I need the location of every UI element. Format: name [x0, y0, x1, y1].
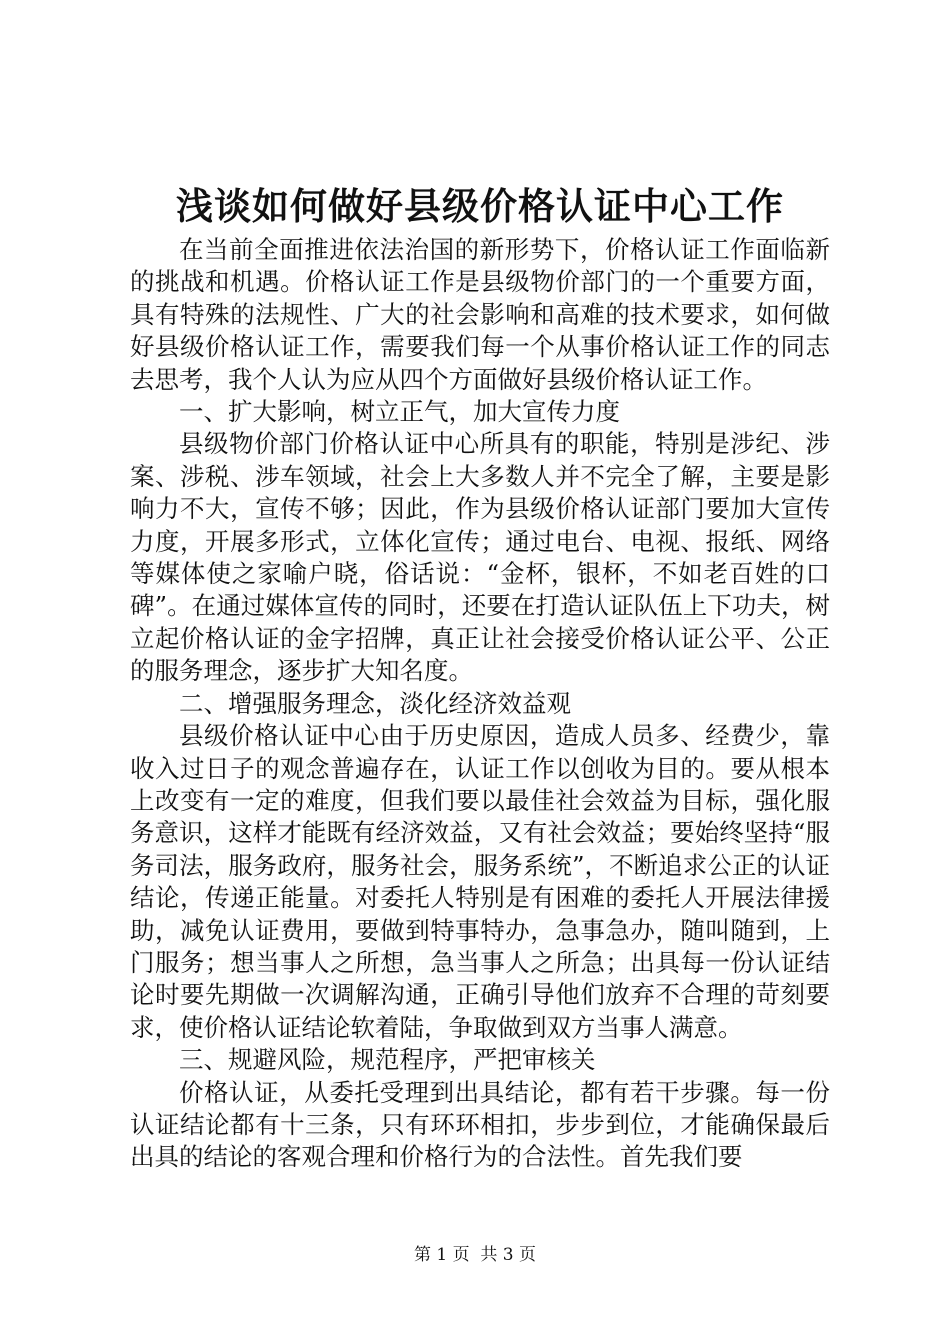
page-footer — [0, 1243, 950, 1267]
paragraph-section-1: 县级物价部门价格认证中心所具有的职能，特别是涉纪、涉案、涉税、涉车领域，社会上大多数人并不完全了解，主要是影响力不大，宣传不够；因此，作为县级价格认证部门要加大宣传力度，开展多形式，立体化宣传；通过电台、电视、报纸、网络等媒体使之家喻户晓，俗话说：“金杯，银杯，不如老百姓的口碑”。在通过媒体宣传的同时，还要在打造认证队伍上下功夫，树立起价格认证的金字招牌，真正让社会接受价格认证公平、公正的服务理念，逐步扩大知名度。 — [130, 429, 830, 686]
document-body — [130, 234, 830, 1174]
paragraph-section-3: 价格认证，从委托受理到出具结论，都有若干步骤。每一份认证结论都有十三条，只有环环相扣，步步到位，才能确保最后出具的结论的客观合理和价格行为的合法性。首先我们要 — [130, 1077, 830, 1172]
paragraph-section-2: 县级价格认证中心由于历史原因，造成人员多、经费少，靠收入过日子的观念普遍存在，认证工作以创收为目的。要从根本上改变有一定的难度，但我们要以最佳社会效益为目标，强化服务意识，这样才能既有经济效益，又有社会效益；要始终坚持“服务司法，服务政府，服务社会，服务系统”，不断追求公正的认证结论，传递正能量。对委托人特别是有困难的委托人开展法律援助，减免认证费用，要做到特事特办，急事急办，随叫随到，上门服务；想当事人之所想，急当事人之所急；出具每一份认证结论时要先期做一次调解沟通，正确引导他们放弃不合理的苛刻要求，使价格认证结论软着陆，争取做到双方当事人满意。 — [130, 721, 830, 1042]
section-heading-2: 二、增强服务理念，淡化经济效益观 — [179, 688, 571, 718]
section-heading-3: 三、规避风险，规范程序，严把审核关 — [179, 1045, 596, 1075]
document-title: 浅谈如何做好县级价格认证中心工作 — [176, 184, 784, 228]
page-number-label: 第 1 页 共 3 页 — [413, 1245, 537, 1265]
section-heading-1: 一、扩大影响，树立正气，加大宣传力度 — [179, 397, 620, 427]
paragraph-intro: 在当前全面推进依法治国的新形势下，价格认证工作面临新的挑战和机遇。价格认证工作是县级物价部门的一个重要方面，具有特殊的法规性、广大的社会影响和高难的技术要求，如何做好县级价格认证工作，需要我们每一个从事价格认证工作的同志去思考，我个人认为应从四个方面做好县级价格认证工作。 — [130, 235, 830, 394]
